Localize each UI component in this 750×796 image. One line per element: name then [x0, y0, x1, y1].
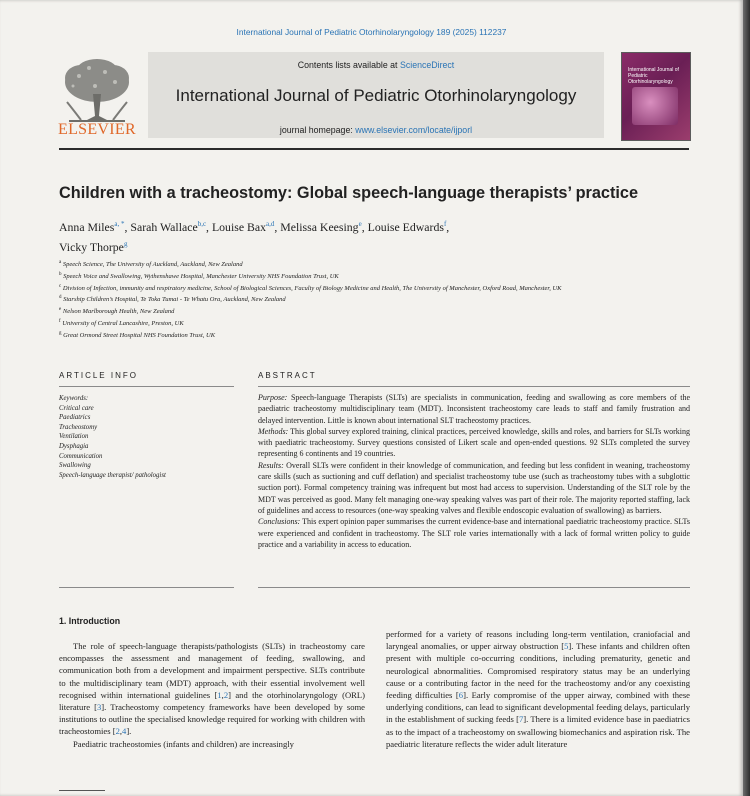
abstract-section-label: Results: — [258, 460, 284, 470]
affiliation-text: University of Central Lancashire, Preston, UK — [62, 319, 184, 327]
journal-homepage-line — [148, 125, 604, 135]
article-info-bottom-rule — [59, 587, 234, 588]
contents-available-line — [148, 60, 604, 70]
citation-link[interactable]: 2 — [115, 726, 120, 737]
author-name[interactable]: Louise Bax — [211, 219, 267, 234]
contents-prefix: Contents lists available at — [297, 60, 398, 70]
affiliation-item — [59, 270, 619, 282]
affiliation-text: Speech Voice and Swallowing, Wythenshawe Hospital, Manchester University NHS Foundation Trust, UK — [63, 272, 339, 280]
affiliation-item — [59, 317, 619, 329]
journal-citation[interactable]: International Journal of Pediatric Otorhinolaryngology 189 (2025) 112237 — [236, 27, 507, 37]
body-text: performed for a variety of reasons including long-term ventilation, craniofacial and laryngeal anomalies, or upper airway obstruction [ — [386, 629, 690, 652]
abstract-section — [258, 460, 690, 516]
abstract-body — [258, 392, 690, 550]
keyword-item: Speech-language therapist/ pathologist — [59, 471, 166, 479]
author-affiliation-marker[interactable]: a,d — [266, 220, 275, 228]
body-text: ]. These infants and children often present with multiple co-occurring conditions, including prematurity, genetic and neurological abnormalities. Compromised respiratory status may be an underlying cause or a contributing factor in the need for the tracheostomy and/or any coexisting feeding difficulties [ — [386, 641, 690, 701]
homepage-link[interactable]: www.elsevier.com/locate/ijporl — [355, 125, 473, 135]
intro-paragraph-1 — [59, 640, 365, 738]
abstract-section-text: Overall SLTs were confident in their knowledge of communication, and feeding but less confident in weaning, tracheostomy care skills (such as suctioning and cuff deflation) and specialist tracheostomy tube use (such as tracheostomy tubes with a subglottic suction port). Formal competency training was infrequent but most had access to supervision. Understanding of the SLT role by the MDT was perceived as good. Many felt managing one-way speaking valves was part of their role. The majority reported staffing, lack of guidelines and access to resources (one-way speaking valves and flexible endoscopic evaluation of swallowing) as barriers. — [258, 460, 691, 515]
author-name[interactable]: Anna Miles — [59, 219, 115, 234]
affiliation-text: Nelson Marlborough Health, New Zealand — [62, 308, 175, 316]
journal-banner — [148, 52, 604, 138]
author-list: Anna Miles$^{a, *}$, Sarah Wallace$^{b,c}$, Louise Bax$^{a,d}$, Melissa Keesing$^e$, Louise Edwards$^f$, Vicky Thorpe$^g$ — [59, 219, 450, 254]
body-text: , — [119, 726, 123, 737]
citation-link[interactable]: 1 — [217, 689, 222, 700]
keyword-item: Critical care — [59, 404, 94, 412]
abstract-heading: ABSTRACT — [258, 371, 317, 380]
elsevier-wordmark[interactable]: ELSEVIER — [58, 121, 136, 138]
author-name[interactable]: Vicky Thorpe — [59, 239, 124, 254]
author-affiliation-marker[interactable]: a, * — [114, 220, 125, 228]
abstract-section — [258, 392, 690, 426]
keyword-item: Tracheostomy — [59, 423, 98, 431]
abstract-section-label: Methods: — [258, 426, 289, 436]
homepage-prefix: journal homepage: — [279, 125, 353, 135]
introduction-heading: 1. Introduction — [59, 616, 121, 626]
affiliation-text: Speech Science, The University of Auckland, Auckland, New Zealand — [62, 261, 243, 269]
author-name[interactable]: Melissa Keesing — [280, 219, 359, 234]
author-affiliation-marker[interactable]: g — [123, 239, 128, 248]
affiliation-text: Starship Children’s Hospital, Te Toka Tumai - Te Whatu Ora, Auckland, New Zealand — [63, 296, 286, 304]
affiliation-text: Division of Infection, immunity and respiratory medicine, School of Biological Sciences, Faculty of Biology Medicine and Health, The University of Manchester, Oxford Road, Manchester, UK — [62, 284, 562, 292]
affiliation-item — [59, 258, 619, 270]
cover-title: International Journal of Pediatric Otorhinolaryngology — [628, 67, 679, 85]
article-title: Children with a tracheostomy: Global speech-language therapists’ practice — [59, 184, 639, 202]
abstract-rule — [258, 386, 690, 387]
affiliation-item — [59, 305, 619, 317]
body-text: The role of speech-language therapists/pathologists (SLTs) in tracheostomy care encompasses the assessment and management of feeding, swallowing, and communication both from a development and impairment perspective. SLTs contribute to the multidisciplinary team (MDT) approach, with their essential involvement well recognised within international guidelines [ — [59, 641, 365, 700]
keyword-item: Paediatrics — [59, 414, 91, 422]
citation-link[interactable]: 6 — [458, 690, 464, 701]
affiliation-key: b — [59, 271, 62, 277]
citation-link[interactable]: 2 — [223, 689, 229, 700]
abstract-section-label: Purpose: — [258, 393, 288, 402]
citation-link[interactable]: 4 — [122, 726, 127, 737]
affiliation-key: f — [59, 318, 61, 324]
keyword-item: Ventilation — [59, 433, 89, 441]
affiliation-key: e — [59, 307, 62, 312]
journal-title[interactable]: International Journal of Pediatric Otorhinolaryngology — [175, 86, 577, 105]
keyword-item: Swallowing — [59, 462, 91, 470]
citation-link[interactable]: 5 — [564, 641, 569, 652]
abstract-section-text: This global survey explored training, clinical practices, perceived knowledge, skills and roles, and barriers for SLTs working with paediatric tracheostomy. Survey questions consisted of Likert scale and open-ended questions. 92 SLTs completed the survey representing 6 continents and 19 countries. — [258, 426, 690, 459]
abstract-section — [258, 516, 690, 550]
journal-cover-thumbnail[interactable] — [621, 52, 691, 141]
citation-link[interactable]: 3 — [97, 702, 102, 713]
keywords-label: Keywords: — [59, 395, 89, 402]
keyword-item: Communication — [59, 452, 103, 460]
abstract-section-text: This expert opinion paper summarises the current evidence-base and international paediatric tracheostomy practice. SLTs were experienced and confident in tracheostomy. The SLT role varies internationally with a lack of formal written policy to guide practice and a variability in access to education. — [258, 517, 690, 549]
citation-link[interactable]: 7 — [519, 714, 524, 725]
affiliation-item — [59, 282, 619, 294]
keywords-block — [59, 394, 166, 480]
affiliation-key: c — [59, 283, 62, 289]
author-name[interactable]: Louise Edwards — [367, 219, 444, 234]
intro-paragraph-2: Paediatric tracheostomies (infants and children) are increasingly — [73, 738, 294, 749]
header-rule — [59, 148, 689, 150]
body-text: ]. Tracheostomy competency frameworks have been developed by some institutions to outline the specialised knowledge required for working with children with tracheostomies [ — [59, 702, 365, 737]
affiliation-key: d — [59, 295, 62, 301]
affiliation-item — [59, 293, 619, 305]
abstract-section-label: Conclusions: — [258, 517, 301, 527]
body-text: ]. There is a limited evidence base in paediatrics as to the impact of a tracheostomy on swallowing biomechanics and aspiration risk. The paediatric literature reflects the wider adult literature — [386, 714, 691, 749]
affiliation-key: a — [59, 260, 62, 265]
intro-right-paragraph — [386, 628, 690, 750]
page-edge-shadow — [743, 0, 750, 796]
body-text: ]. — [126, 726, 132, 737]
author-name[interactable]: Sarah Wallace — [130, 219, 198, 234]
author-affiliation-marker[interactable]: b,c — [197, 220, 207, 228]
article-info-heading: ARTICLE INFO — [59, 371, 138, 380]
body-text: ]. Early compromise of the upper airway, combined with these underlying conditions, can lead to significant developmental feeding delays, particularly in the establishment of sucking feeds [ — [386, 690, 690, 725]
abstract-bottom-rule — [258, 587, 690, 588]
affiliation-item — [59, 329, 619, 341]
body-text: , — [221, 689, 224, 700]
article-info-rule — [59, 386, 234, 387]
cover-image — [632, 87, 678, 125]
body-text: ] and the otorhinolaryngology (ORL) literature [ — [59, 689, 365, 713]
author-affiliation-marker[interactable]: f — [443, 220, 447, 228]
abstract-section — [258, 426, 690, 460]
affiliation-key: g — [59, 330, 62, 336]
keyword-item: Dysphagia — [59, 442, 89, 450]
affiliation-text: Great Ormond Street Hospital NHS Foundation Trust, UK — [63, 331, 216, 339]
sciencedirect-link[interactable]: ScienceDirect — [399, 60, 455, 70]
footnote-rule — [59, 790, 105, 791]
intro-left-column — [59, 640, 365, 750]
affiliation-list — [59, 258, 619, 340]
intro-right-column — [386, 628, 690, 750]
abstract-section-text: Speech-language Therapists (SLTs) are specialists in communication, feeding and swallowing as core members of the paediatric tracheostomy multidisciplinary team (MDT). Inconsistent tracheostomy care leads to staff and family frustration and delayed intervention. Little is known about international SLT tracheostomy practices. — [258, 393, 691, 425]
author-affiliation-marker[interactable]: e — [358, 220, 362, 228]
